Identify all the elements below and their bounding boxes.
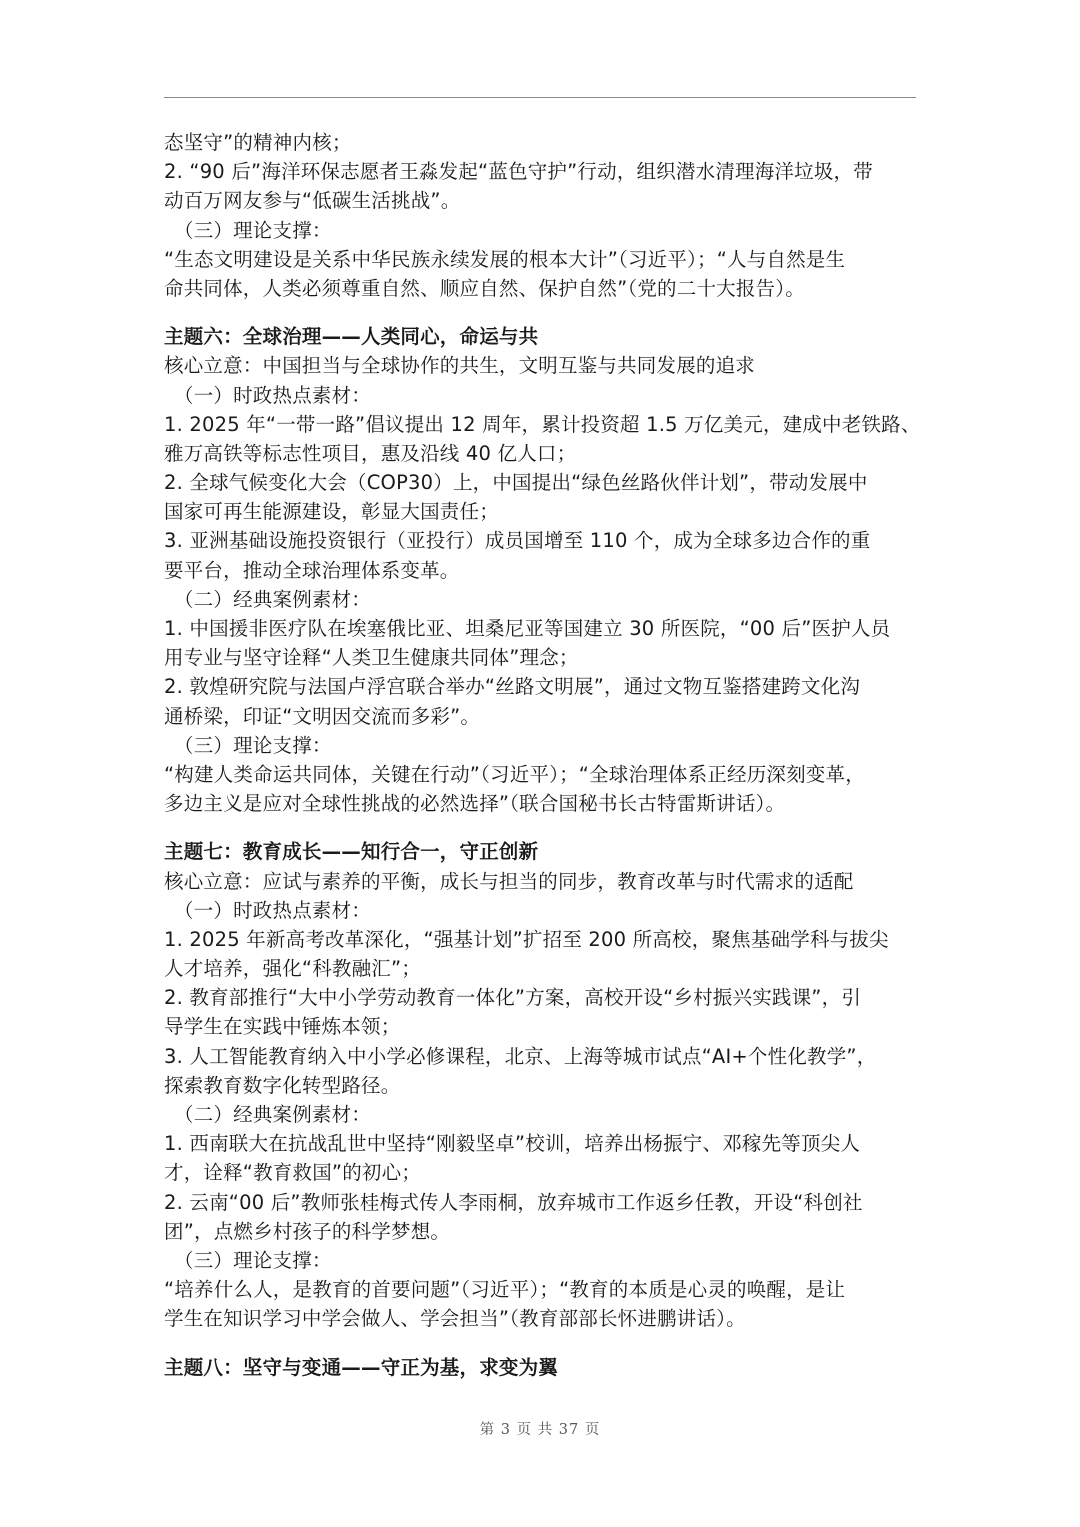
text-line: 命共同体，人类必须尊重自然、顺应自然、保护自然”（党的二十大报告）。 [164, 276, 805, 300]
text-line: 2. 云南“00 后”教师张桂梅式传人李雨桐，放弃城市工作返乡任教，开设“科创社 [164, 1190, 863, 1214]
text-line: 态坚守”的精神内核； [164, 131, 352, 154]
text-line: 1. 2025 年新高考改革深化，“强基计划”扩招至 200 所高校，聚焦基础学科与拔尖 [164, 927, 889, 951]
text-line: 2. 敦煌研究院与法国卢浮宫联合举办“丝路文明展”，通过文物互鉴搭建跨文化沟 [164, 675, 861, 699]
text-line: 2. 教育部推行“大中小学劳动教育一体化”方案，高校开设“乡村振兴实践课”，引 [164, 986, 862, 1010]
subsection-heading: （三）理论支撑： [174, 1248, 332, 1272]
text-line: 导学生在实践中锤炼本领； [164, 1015, 401, 1039]
text-line: 多边主义是应对全球性挑战的必然选择”（联合国秘书长古特雷斯讲话）。 [164, 792, 786, 816]
text-line: 人才培养，强化“科教融汇”； [164, 957, 422, 981]
subsection-heading: （三）理论支撑： [174, 733, 332, 757]
text-line: 3. 人工智能教育纳入中小学必修课程，北京、上海等城市试点“AI+个性化教学”， [164, 1044, 877, 1068]
core-idea-line: 核心立意：应试与素养的平衡，成长与担当的同步，教育改革与时代需求的适配 [164, 869, 854, 893]
subsection-heading: （二）经典案例素材： [174, 587, 372, 611]
theme-title: 主题八：坚守与变通——守正为基，求变为翼 [164, 1355, 559, 1379]
text-line: 1. 西南联大在抗战乱世中坚持“刚毅坚卓”校训，培养出杨振宁、邓稼先等顶尖人 [164, 1132, 861, 1156]
text-line: 通桥梁，印证“文明因交流而多彩”。 [164, 704, 481, 728]
core-idea-line: 核心立意：中国担当与全球协作的共生，文明互鉴与共同发展的追求 [164, 354, 756, 378]
text-line: 动百万网友参与“低碳生活挑战”。 [164, 189, 461, 213]
text-line: 团”，点燃乡村孩子的科学梦想。 [164, 1219, 451, 1243]
text-line: 要平台，推动全球治理体系变革。 [164, 558, 460, 582]
text-line: 2. 全球气候变化大会（COP30）上，中国提出“绿色丝路伙伴计划”，带动发展中 [164, 471, 868, 495]
theme-title: 主题七：教育成长——知行合一，守正创新 [164, 840, 539, 864]
header-divider [164, 97, 916, 98]
text-line: 国家可再生能源建设，彰显大国责任； [164, 500, 499, 524]
subsection-heading: （一）时政热点素材： [174, 383, 372, 407]
text-line: 用专业与坚守诠释“人类卫生健康共同体”理念； [164, 646, 579, 670]
text-line: “生态文明建设是关系中华民族永续发展的根本大计”（习近平）；“人与自然是生 [164, 247, 846, 271]
text-line: 雅万高铁等标志性项目，惠及沿线 40 亿人口； [164, 441, 577, 465]
subsection-heading: （二）经典案例素材： [174, 1103, 372, 1126]
text-line: “构建人类命运共同体，关键在行动”（习近平）；“全球治理体系正经历深刻变革， [164, 762, 865, 786]
page-content [164, 128, 924, 1382]
subsection-heading: （一）时政热点素材： [174, 898, 372, 922]
text-line: 1. 中国援非医疗队在埃塞俄比亚、坦桑尼亚等国建立 30 所医院，“00 后”医护人员 [164, 617, 891, 640]
subsection-heading: （三）理论支撑： [174, 218, 332, 242]
text-line: 2. “90 后”海洋环保志愿者王淼发起“蓝色守护”行动，组织潜水清理海洋垃圾，带 [164, 160, 873, 184]
theme-title: 主题六：全球治理——人类同心，命运与共 [164, 325, 539, 349]
text-line: 学生在知识学习中学会做人、学会担当”（教育部部长怀进鹏讲话）。 [164, 1307, 746, 1331]
text-line: 3. 亚洲基础设施投资银行（亚投行）成员国增至 110 个，成为全球多边合作的重 [164, 529, 871, 553]
text-line: 1. 2025 年“一带一路”倡议提出 12 周年，累计投资超 1.5 万亿美元，建成中老铁路、 [164, 412, 921, 436]
text-line: 探索教育数字化转型路径。 [164, 1073, 401, 1097]
text-line: “培养什么人，是教育的首要问题”（习近平）；“教育的本质是心灵的唤醒，是让 [164, 1278, 846, 1302]
text-line: 才，诠释“教育救国”的初心； [164, 1161, 422, 1185]
page-number: 第 3 页 共 37 页 [479, 1422, 601, 1438]
